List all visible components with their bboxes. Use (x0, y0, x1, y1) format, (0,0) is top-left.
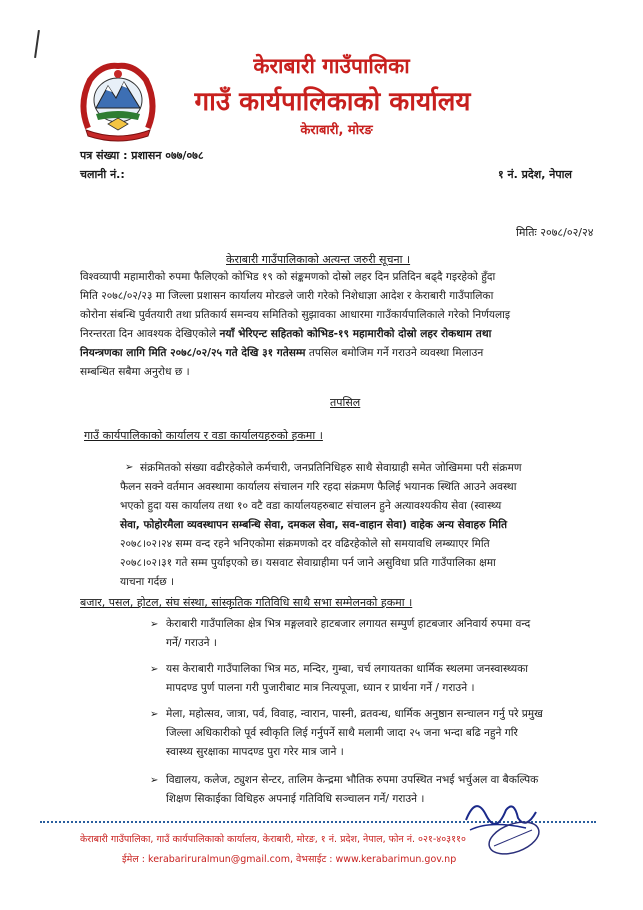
intro-line-4-bold: नयाँ भेरिएन्ट सहितको कोभिड-१९ महामारीको दोस्रो लहर रोकथाम तथा (219, 328, 492, 340)
section2-item-4-line-1: विद्यालय, कलेज, ट्युशन सेन्टर, तालिम केन्द्रमा भौतिक रुपमा उपस्थित नभई भर्चुअल वा बैकल्पिक (166, 774, 539, 786)
signature-stamp (456, 790, 546, 860)
arrow-bullet-icon: ➢ (150, 709, 159, 720)
section1-line-3: भएको हुदा यस कार्यालय तथा १० वटै वडा कार्यालयहरुबाट संचालन हुने अत्यावश्यकीय सेवा (स्वास्थ्य (120, 500, 502, 512)
office-name: गाउँ कार्यपालिकाको कार्यालय (194, 87, 471, 117)
section1-line-1: संक्रमितको संख्या वढीरहेकोले कर्मचारी, जनप्रतिनिधिहरु साथै सेवाग्राही समेत जोखिममा परी संक्रमण (140, 462, 522, 474)
section2-item-4-line-2: शिक्षण सिकाईका विधिहरु अपनाई गतिविधि सञ्चालन गर्ने/ गराउने । (166, 793, 425, 805)
intro-line-6: सम्बन्धित सबैमा अनुरोध छ । (80, 366, 190, 378)
intro-line-3: कोरोना संबन्धि पुर्वतयारी तथा प्रतिकार्य समन्वय समितिको सुझावका आधारमा गाउँकार्यपालिकाले गरेको निर्णयलाइ (80, 309, 511, 321)
section2-item-3-line-2: जिल्ला अधिकारीको पूर्व स्वीकृति लिई गर्नुपर्ने साथै मलामी जादा २५ जना भन्दा बढि नहुने गरि (166, 727, 518, 739)
letter-date: मितिः २०७८/०२/२४ (516, 226, 594, 239)
section1-line-7: याचना गर्दछ । (120, 576, 175, 588)
notice-title: केराबारी गाउँपालिकाको अत्यन्त जरुरी सूचना । (226, 253, 411, 266)
section1-line-4: सेवा, फोहोरमैला व्यवस्थापन सम्बन्धि सेवा, दमकल सेवा, सव-वाहान सेवा) वाहेक अन्य सेवाहरु मिति (120, 519, 508, 531)
section1-title: गाउँ कार्यपालिकाको कार्यालय र वडा कार्यालयहरुको हकमा । (84, 429, 323, 442)
intro-line-5 (80, 344, 580, 363)
section2-item-2-line-1: यस केराबारी गाउँपालिका भित्र मठ, मन्दिर, गुम्बा, चर्च लगायतका धार्मिक स्थलमा जनस्वास्थ्यका (166, 663, 528, 675)
org-name: केराबारी गाउँपालिका (253, 54, 410, 78)
section1-line-2: फैलन सक्ने वर्तमान अवस्थामा कार्यालय संचालन गरि रहदा संक्रमण फैलिई भयानक स्थिति आउने अवस्था (120, 481, 517, 493)
intro-line-5-bold: नियन्त्रणका लागि मिति २०७८/०२/२५ गते देखि ३१ गतेसम्म (80, 347, 306, 359)
arrow-bullet-icon: ➢ (150, 619, 159, 630)
province-address: १ नं. प्रदेश, नेपाल (498, 168, 572, 181)
intro-line-1: विश्वव्यापी महामारीको रुपमा फैलिएको कोभिड १९ को संङ्कमणको दोस्रो लहर दिन प्रतिदिन बढ्दै गइरहेको हुँदा (80, 271, 496, 283)
arrow-bullet-icon: ➢ (150, 775, 159, 786)
section2-item-2-line-2: मापदण्ड पुर्ण पालना गरी पुजारीबाट मात्र नित्यपूजा, ध्यान र प्रार्थना गर्ने / गराउने । (166, 682, 475, 694)
section2-item-3-line-1: मेला, महोत्सव, जात्रा, पर्व, विवाह, न्वारान, पास्नी, व्रतवन्ध, धार्मिक अनुष्ठान सन्चालन गर्नु परे प्रमुख (166, 708, 543, 720)
reference-number: पत्र संख्या : प्रशासन ०७७/०७८ (80, 149, 204, 162)
section1-line-5: २०७८।०२।२४ सम्म वन्द रहने भनिएकोमा संक्रमणको दर वढिरहेकोले सो समयावधि लम्ब्याएर मिति (120, 538, 490, 550)
tapasil-heading: तपसिल (330, 396, 361, 409)
section1-line-6: २०७८।०२।३१ गते सम्म पुर्याइएको छ। यसवाट सेवाग्राहीमा पर्न जाने असुविधा प्रति गाउँपालिका क्षमा (120, 557, 496, 569)
footer-contact: ईमेल : kerabariruralmun@gmail.com, वेभसाईट : www.kerabarimun.gov.np (122, 854, 457, 865)
dispatch-number: चलानी नं.: (80, 168, 125, 181)
arrow-bullet-icon: ➢ (125, 462, 134, 473)
intro-line-2: मिति २०७८/०२/२३ मा जिल्ला प्रशासन कार्यालय मोरङले जारी गरेको निशेधाज्ञा आदेश र केराबारी गाउँपालिका (80, 290, 494, 302)
office-location: केराबारी, मोरङ (300, 123, 373, 138)
intro-line-5-b: तपसिल बमोजिम गर्ने गराउने व्यवस्था मिलाउन (305, 347, 484, 359)
arrow-bullet-icon: ➢ (150, 664, 159, 675)
section2-item-3-line-3: स्वास्थ्य सुरक्षाका मापदण्ड पुरा गरेर मात्र जाने । (166, 746, 344, 758)
section2-title: बजार, पसल, होटल, संघ संस्था, सांस्कृतिक गतिविधि साथै सभा सम्मेलनको हकमा । (80, 596, 413, 609)
intro-line-4 (80, 325, 580, 344)
section2-item-1-line-1: केराबारी गाउँपालिका क्षेत्र भित्र मङ्गलवारे हाटबजार लगायत सम्पुर्ण हाटबजार अनिवार्य रुपमा वन्द (166, 618, 531, 630)
section2-item-1-line-2: गर्ने/ गराउने । (166, 637, 217, 649)
intro-line-4-a: निरन्तरता दिन आवश्यक देखिएकोले (80, 328, 220, 340)
footer-address: केराबारी गाउँपालिका, गाउँ कार्यपालिकाको कार्यालय, केराबारी, मोरङ, १ नं. प्रदेश, नेपाल, फोन नं. ०२१-४०३११० (80, 834, 466, 845)
